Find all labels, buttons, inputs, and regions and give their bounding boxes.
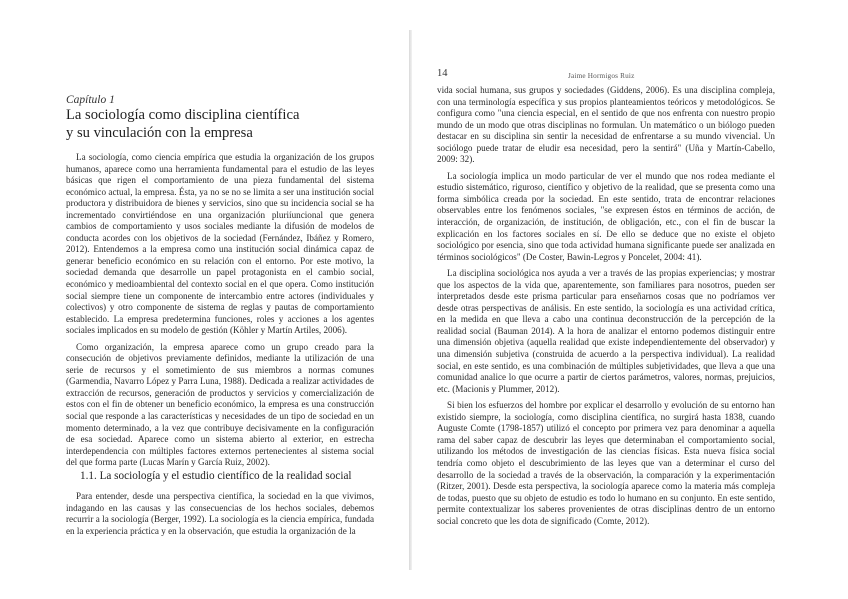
running-head: Jaime Hormigos Ruiz	[568, 72, 635, 80]
page-number: 14	[437, 68, 448, 79]
section-heading: 1.1. La sociología y el estudio científico de la realidad social	[80, 470, 352, 482]
chapter-label: Capítulo 1	[66, 94, 115, 106]
right-body-text	[437, 85, 775, 532]
paragraph: Si bien los esfuerzos del hombre por explicar el desarrollo y evolución de su entorno han existido siempre, la sociología, como disciplina científica, no surgirá hasta 1838, cuando Auguste Comte (1798-1857) utilizó el concepto por primera vez para denominar a aquella rama del saber capaz de descubrir las leyes que determinaban el comportamiento social, utilizando los métodos de investigación de las ciencias físicas. Esta nueva física social tendría como objeto el descubrimiento de las leyes que van a determinar el curso del desarrollo de la sociedad a través de la observación, la comparación y la experimentación (Ritzer, 2001). Desde esta perspectiva, la sociología aparece como la materia más compleja de todas, puesto que su objeto de estudio es todo lo humano en su conjunto. En este sentido, permite contextualizar los saberes provenientes de otras disciplinas dentro de un entorno social concreto que les dota de significado (Comte, 2012).	[437, 400, 775, 526]
chapter-title-line: y su vinculación con la empresa	[66, 125, 253, 141]
chapter-title	[66, 106, 366, 142]
section-body-text	[66, 491, 374, 542]
paragraph: vida social humana, sus grupos y sociedades (Giddens, 2006). Es una disciplina compleja, con una terminología específica y sus propios planteamientos teóricos y metodológicos. Se configura como "una ciencia especial, en el sentido de que nos enfrenta con nuestro propio mundo de un modo que otras disciplinas no formulan. Un matemático o un biólogo pueden destacar en su disciplina sin sentir la necesidad de enfrentarse a su mundo vivencial. Un sociólogo puede tratar de eludir esa necesidad, pero la sentirá" (Uña y Martín-Cabello, 2009: 32).	[437, 85, 775, 165]
paragraph: La sociología implica un modo particular de ver el mundo que nos rodea mediante el estudio sistemático, riguroso, científico y objetivo de la realidad, que se presenta como una forma simbólica creada por la sociedad. En este sentido, trata de encontrar relaciones observables entre los fenómenos sociales, "se expresen éstos en términos de acción, de interacción, de organización, de institución, de obligación, etc., con el fin de buscar la explicación en los factores sociales en sí. De ello se deduce que no existe el objeto sociológico por esencia, sino que toda actividad humana significante puede ser analizada en términos sociológicos" (De Coster, Bawin-Legros y Poncelet, 2004: 41).	[437, 170, 775, 262]
paragraph: Para entender, desde una perspectiva científica, la sociedad en la que vivimos, indagando en las causas y las consecuencias de los hechos sociales, debemos recurrir a la sociología (Berger, 1992). La sociología es la ciencia empírica, fundada en la experiencia práctica y en la observación, que estudia la organización de la	[66, 491, 374, 536]
left-body-text	[66, 152, 374, 474]
left-page	[0, 0, 408, 599]
paragraph: Como organización, la empresa aparece como un grupo creado para la consecución de objetivos previamente definidos, mediante la utilización de una serie de recursos y el sometimiento de sus miembros a normas comunes (Garmendia, Navarro López y Parra Luna, 1988). Dedicada a realizar actividades de extracción de recursos, generación de productos y servicios y comercialización de estos con el fin de obtener un beneficio económico, la empresa es una construcción social que responde a las características y necesidades de un tipo de sociedad en un momento determinado, a la vez que contribuye decisivamente en la configuración de esa sociedad. Aparece como un sistema abierto al exterior, en estrecha interdependencia con múltiples factores externos pertenecientes al sistema social del que forma parte (Lucas Marín y García Ruiz, 2002).	[66, 341, 374, 468]
chapter-title-line: La sociología como disciplina científica	[66, 107, 300, 123]
paragraph: La sociología, como ciencia empírica que estudia la organización de los grupos humanos, aparece como una herramienta fundamental para el estudio de las leyes básicas que rigen el comportamiento de una pieza fundamental del sistema económico actual, la empresa. Ésta, ya no se no se limita a ser una institución social productora y distribuidora de bienes y servicios, sino que su incidencia social se ha incrementado convirtiéndose en una organización pluriíuncional que genera cambios de comportamiento y usos sociales mediante la difusión de modelos de conducta acordes con los objetivos de la sociedad (Fernández, Ibáñez y Romero, 2012). Entendemos a la empresa como una institución social dinámica capaz de generar beneficio económico en su relación con el entorno. Por este motivo, la sociedad demanda que desarrolle un papel protagonista en el cambio social, económico y medioambiental del contexto social en el que opera. Como institución social siempre tiene un componente de intercambio entre actores (individuales y colectivos) y otro componente de sistema de reglas y pautas de comportamiento establecido. La empresa predetermina funciones, roles y acciones a los agentes sociales implicados en su modelo de gestión (Köhler y Martín Artiles, 2006).	[66, 152, 374, 336]
page-gutter	[409, 30, 412, 570]
paragraph: La disciplina sociológica nos ayuda a ver a través de las propias experiencias; y mostrar que los aspectos de la vida que, aparentemente, son familiares para nosotros, pueden ser interpretados desde este prisma particular para enseñarnos cosas que no podríamos ver desde otras perspectivas de análisis. En este sentido, la sociología es una actividad crítica, en la medida en que lleva a cabo una continua deconstrucción de la percepción de la realidad social (Bauman 2014). A la hora de analizar el entorno podemos distinguir entre una dimensión objetiva (aquella realidad que existe independientemente del observador) y una dimensión subjetiva (construida de acuerdo a la perspectiva individual). La realidad social, en este sentido, es una combinación de múltiples subjetividades, que lleva a que una comunidad analice lo que ocurre a partir de ciertos parámetros, valores, normas, prejuicios, etc. (Macionis y Plummer, 2012).	[437, 268, 775, 394]
